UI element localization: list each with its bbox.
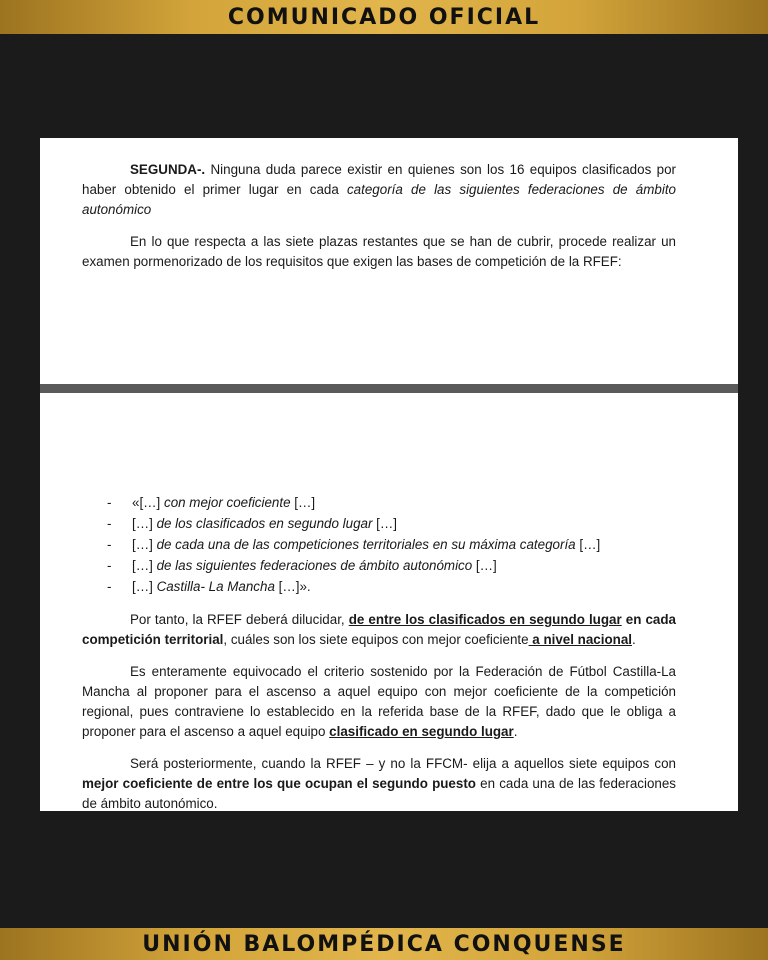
list-pre: […] — [132, 537, 157, 552]
footer-title: UNIÓN BALOMPÉDICA CONQUENSE — [142, 931, 626, 957]
segunda-lead: SEGUNDA-. — [130, 162, 206, 177]
dilucidar-bold: competición territorial — [82, 632, 224, 647]
footer-banner — [0, 928, 768, 960]
paragraph-posteriormente — [82, 754, 676, 814]
header-banner — [0, 0, 768, 34]
list-post: […] — [575, 537, 601, 552]
posteriormente-text: Será posteriormente, cuando la RFEF – y no la FFCM- elija a aquellos siete equipos con — [130, 756, 676, 771]
dilucidar-text-2: , cuáles son los siete equipos con mejor coeficiente — [223, 632, 529, 647]
paragraph-plazas: En lo que respecta a las siete plazas restantes que se han de cubrir, procede realizar un examen pormenorizado de los requisitos que exigen las bases de competición de la RFEF: — [82, 234, 676, 269]
list-dash: - — [107, 579, 112, 594]
list-post: […] — [472, 558, 497, 573]
paragraph-equivocado — [82, 662, 676, 742]
dilucidar-nacional: a nivel nacional — [528, 632, 633, 647]
list-pre: «[…] — [132, 495, 164, 510]
header-title: COMUNICADO OFICIAL — [227, 4, 541, 30]
equivocado-underline: clasificado en segundo lugar — [329, 724, 514, 739]
list-item — [82, 493, 676, 514]
page-divider — [40, 384, 738, 393]
list-dash: - — [107, 495, 112, 510]
paragraph-segunda — [82, 160, 676, 220]
list-post: […] — [290, 495, 316, 510]
equivocado-text: Es enteramente equivocado el criterio sostenido por la Federación de Fútbol Castilla-La Mancha al proponer para el ascenso a aquel equipo con mejor coeficiente de la competición regional, pues contraviene lo establecido en la referida base de la RFEF, dado que le obliga a proponer para el ascenso a aquel equipo — [82, 664, 676, 739]
list-item — [82, 577, 676, 598]
dilucidar-connector: en cada — [621, 612, 676, 627]
list-item — [82, 556, 676, 577]
document-page-2 — [40, 393, 738, 811]
quote-list — [82, 493, 676, 598]
paragraph-dilucidar — [82, 610, 676, 650]
list-italic: con mejor coeficiente — [164, 495, 291, 510]
dilucidar-period: . — [632, 632, 636, 647]
dilucidar-text: Por tanto, la RFEF deberá dilucidar, — [130, 612, 349, 627]
list-item — [82, 514, 676, 535]
equivocado-period: . — [513, 724, 518, 739]
list-italic: de cada una de las competiciones territoriales en su máxima categoría — [156, 537, 576, 552]
posteriormente-bold: mejor coeficiente de entre los que ocupan el segundo puesto — [82, 776, 476, 791]
list-italic: de las siguientes federaciones de ámbito autonómico — [156, 558, 473, 573]
list-dash: - — [107, 558, 112, 573]
list-dash: - — [107, 537, 112, 552]
list-italic: de los clasificados en segundo lugar — [156, 516, 373, 531]
list-post: […] — [372, 516, 398, 531]
list-dash: - — [107, 516, 112, 531]
list-pre: […] — [132, 516, 157, 531]
posteriormente-text-2: en cada una de las federaciones de ámbito autonómico. — [82, 776, 676, 811]
document-page-1 — [40, 138, 738, 384]
list-item — [82, 535, 676, 556]
list-italic: Castilla- La Mancha — [156, 579, 275, 594]
list-pre: […] — [132, 558, 157, 573]
dilucidar-underline: de entre los clasificados en segundo lugar — [348, 612, 622, 627]
list-post: […]». — [274, 579, 311, 594]
list-pre: […] — [132, 579, 157, 594]
segunda-italic: categoría de las siguientes federaciones de ámbito autonómico — [82, 182, 676, 217]
segunda-text: Ninguna duda parece existir en quienes son los 16 equipos clasificados por haber obtenido el primer lugar en cada — [82, 162, 676, 197]
